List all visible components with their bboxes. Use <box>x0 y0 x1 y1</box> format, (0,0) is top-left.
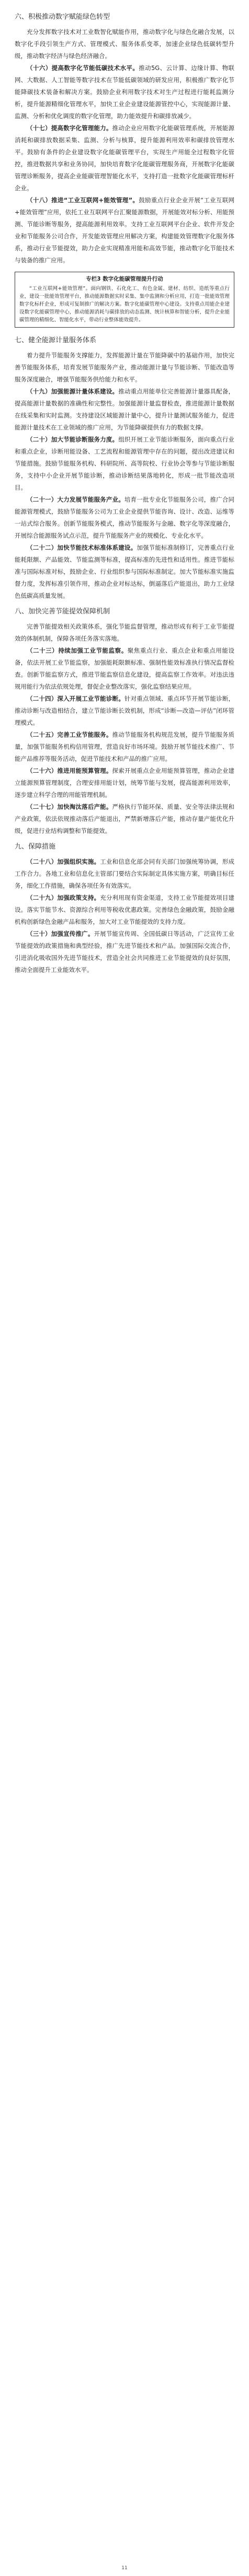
section-7 <box>15 334 234 602</box>
paragraph-lead: （二十一）大力发展节能服务产业。 <box>27 496 124 503</box>
paragraph-text: 开展节能宣传周、全国低碳日等活动，广泛宣传工业节能提效的政策措施和典型经验，推广先进节能技术和产品。加强国际交流合作，引进消化吸收国外先进节能技术，营造全社会共同推进工业节能提效的良好氛围，推动全面提升工业能效水平。 <box>15 930 234 973</box>
paragraph-text: 探索开展重点企业用能预算管理，推动企业建立能源预算管理制度，合理安排用能计划，统筹节能与发展，提高能源利用效率，逐步建立科学合理的用能管理机制。 <box>15 767 234 798</box>
paragraph-text: 针对重点领域、重点环节开展节能诊断，推动诊断与改造相结合，建立节能诊断长效机制，形成“诊断—改造—评估”闭环管理模式。 <box>15 695 235 726</box>
page-number: 11 <box>121 2566 128 2571</box>
section-6 <box>15 10 234 266</box>
section-title: 七、健全能源计量服务体系 <box>15 336 97 344</box>
paragraph-text: 着力提升节能服务支撑能力，发挥能源计量在节能降碳中的基础作用，加快完善节能服务体系，培育发展节能服务产业，推动能源计量与节能诊断、节能改造等服务深度融合，增强节能服务供给能力和水平。 <box>15 352 234 383</box>
paragraph-text: 鼓励重点行业企业开展“工业互联网+能效管理”应用，依托工业互联网平台汇聚能源数据，开展能效对标分析、用能预测、节能诊断等服务，提高能源利用效率。支持工业互联网平台企业、软件开发企业和节能服务公司合作，开发能效管理应用解决方案，构建能效管理数字化服务体系，推动行业节能提效，助力企业实现精准用能和高效节能，推动数字化节能技术与装备的推广应用。 <box>15 196 234 264</box>
paragraph-lead: （十八）推进“工业互联网+能效管理”。 <box>27 196 139 204</box>
paragraph-lead: （二十九）加强政策支持。 <box>27 894 100 901</box>
paragraph <box>15 386 234 434</box>
paragraph-lead: （二十六）推进用能预算管理。 <box>27 767 112 774</box>
paragraph-lead: （十六）提高数字化节能低碳技术水平。 <box>27 64 139 72</box>
column-box-title: 专栏3 数字化能碳管理提升行动 <box>86 276 163 282</box>
paragraph <box>15 729 234 765</box>
paragraph-text: 聚焦重点行业、重点企业和重点用能设备，依法开展工业节能监察，加强能耗限额标准、强制性能效标准执行情况监督检查。创新节能监察方式，推进节能监察信息化建设，提高监察工作效率。对违法违规用能行为依法依规处理，督促企业整改落实，强化监察结果应用。 <box>15 647 234 690</box>
paragraph <box>15 856 234 892</box>
paragraph-text: 加强节能标准制修订，完善重点行业能耗限额、产品能效、节能监测等标准，提高标准的先进性和适用性。推进节能标准与国际标准对标，鼓励企业、行业组织参与国际标准制定。加大节能标准实施监督力度，发挥标准引领作用，推动企业对标达标，倒逼落后产能退出，助力工业绿色低碳高质量发展。 <box>15 544 235 599</box>
paragraph-text: 组织开展工业节能诊断服务，面向重点行业和重点企业，诊断用能设备、工艺流程和能源管理中存在的问题，提出改进建议和节能措施。鼓励节能服务机构、科研院所、高等院校、行业协会等参与节能诊断服务，支持中小企业开展节能诊断，推动诊断结果落地转化，形成一批节能改造项目。 <box>15 436 235 491</box>
paragraph <box>15 928 234 976</box>
paragraph-text: 严格执行节能环保、质量、安全等法律法规和产业政策，依法依规推动落后产能退出，严禁新增落后产能，推动存量产能优化升级，促进行业结构调整和节能提效。 <box>15 803 234 834</box>
paragraph <box>15 693 234 729</box>
paragraph <box>15 645 234 693</box>
paragraph <box>15 122 234 194</box>
paragraph-text: 充分发挥数字技术对工业数智化赋能作用，推动数字化与绿色化融合发展，以数字化手段引领生产方式、管理模式、服务体系变革，加速企业绿色低碳转型升级，推动数字经济与绿色经济融合。 <box>15 28 234 60</box>
paragraph <box>15 350 234 386</box>
paragraph <box>15 194 234 266</box>
paragraph-lead: （二十）加大节能诊断服务力度。 <box>27 436 119 443</box>
paragraph <box>15 765 234 801</box>
paragraph-text: 推动节能服务机构规范发展，提升节能服务质量，加强节能服务机构信用管理，营造良好市场环境。鼓励开展节能技术推广、节能产品推荐等服务活动，促进节能技术和产品的推广应用。 <box>15 731 234 762</box>
paragraph-lead: （二十五）完善工业节能服务。 <box>27 731 112 738</box>
paragraph <box>15 621 234 645</box>
paragraph <box>15 542 234 602</box>
paragraph-lead: （三十）加强宣传推广。 <box>27 930 94 937</box>
paragraph-text: 推动5G、云计算、边缘计算、物联网、大数据、人工智能等数字技术在节能低碳领域的研发应用，积极推广数字化节能降碳技术装备和解决方案。鼓励企业利用数字技术对生产过程进行能耗监测分析，提升能源精细化管理水平，加快工业企业建设能源管控中心，实现能源计量、监测、分析和优化调度的数字化管理，助力能效提升和碳排放减少。 <box>15 64 234 120</box>
paragraph <box>15 494 234 542</box>
paragraph-lead: （十九）加强能源计量体系建设。 <box>27 388 119 395</box>
paragraph <box>15 801 234 837</box>
section-title: 九、保障措施 <box>15 843 56 851</box>
column-box-text: “工业互联网+能效管理”。面向钢铁、石化化工、有色金属、建材、纺织、造纸等重点行业，建设一批能效管理平台，推动能源数据实时采集、集中监测和分析应用，打造一批能效管理数字化标杆企业，形成可复制推广的解决方案。数字化能碳管理中心建设。支持重点用能企业建设数字化能碳管理中心，推动能源消耗与碳排放的动态监测、统计核算和智能分析，提升企业能碳管理的精细化、智能化水平，带动行业整体能效提升。 <box>19 286 230 323</box>
section-title: 六、积极推动数字赋能绿色转型 <box>15 13 110 21</box>
paragraph <box>15 892 234 928</box>
paragraph-lead: （二十四）深入开展工业节能诊断。 <box>27 695 124 702</box>
paragraph-lead: （十七）提高数字化管理能力。 <box>27 124 112 132</box>
paragraph <box>15 434 234 494</box>
paragraph-text: 完善节能提效相关政策体系，强化节能监督管理，推动形成有利于工业节能提效的体制机制，保障各项任务落实落地。 <box>15 623 234 642</box>
section-title: 八、加快完善节能提效保障机制 <box>15 608 110 616</box>
paragraph <box>15 26 234 62</box>
column-box <box>15 272 234 328</box>
paragraph-lead: （二十八）加强组织实施。 <box>27 858 100 865</box>
paragraph <box>15 62 234 122</box>
paragraph-text: 培育一批专业化节能服务公司，推广合同能源管理模式，鼓励节能服务公司为工业企业提供节能咨询、设计、改造、运维等一站式综合服务。创新节能服务模式，推动节能服务与金融、数字化等深度融合，开展综合能源服务试点示范，提升节能服务产业的规模化、专业化水平。 <box>15 496 235 539</box>
paragraph-text: 充分利用现有资金渠道，支持工业节能提效项目建设。落实节能节水、资源综合利用等税收优惠政策。完善绿色金融政策，鼓励金融机构创新绿色金融产品和服务，加大对工业节能提效的支持力度。 <box>15 894 235 925</box>
paragraph-text: 推动企业应用数字化能碳管理系统，开展能源消耗和碳排放数据采集、监测、分析与核算，提升能源利用效率和碳排放管理水平。鼓励有条件的企业建设数字化能碳管理平台，实现生产用能全过程数字化管控，推进数据共享和业务协同，加快培育数字化能碳管理服务商，开展数字化能碳管理诊断服务，提高企业能碳管理智能化水平，支持打造一批数字化能碳管理标杆企业。 <box>15 124 234 192</box>
paragraph-text: 推动重点用能单位完善能源计量器具配备，提高能源计量数据的准确性和完整性。加强能源计量监督检查，推进能源计量数据在线采集和实时监测。支持建设区域能源计量中心，提升计量测试服务能力，促进能源计量技术在工业领域的推广应用，为节能降碳提供有力的数据支撑。 <box>15 388 235 431</box>
paragraph-lead: （二十二）加快节能技术标准体系建设。 <box>27 544 137 551</box>
section-9 <box>15 840 234 976</box>
paragraph-text: 工业和信息化部会同有关部门加强统筹协调，形成工作合力。各地工业和信息化主管部门要结合实际制定具体实施方案，明确目标任务，细化工作措施，确保各项任务有效落实。 <box>15 858 235 889</box>
section-8 <box>15 605 234 837</box>
paragraph-lead: （二十七）加快淘汰落后产能。 <box>27 803 112 810</box>
paragraph-lead: （二十三）持续加强工业节能监察。 <box>27 647 128 654</box>
